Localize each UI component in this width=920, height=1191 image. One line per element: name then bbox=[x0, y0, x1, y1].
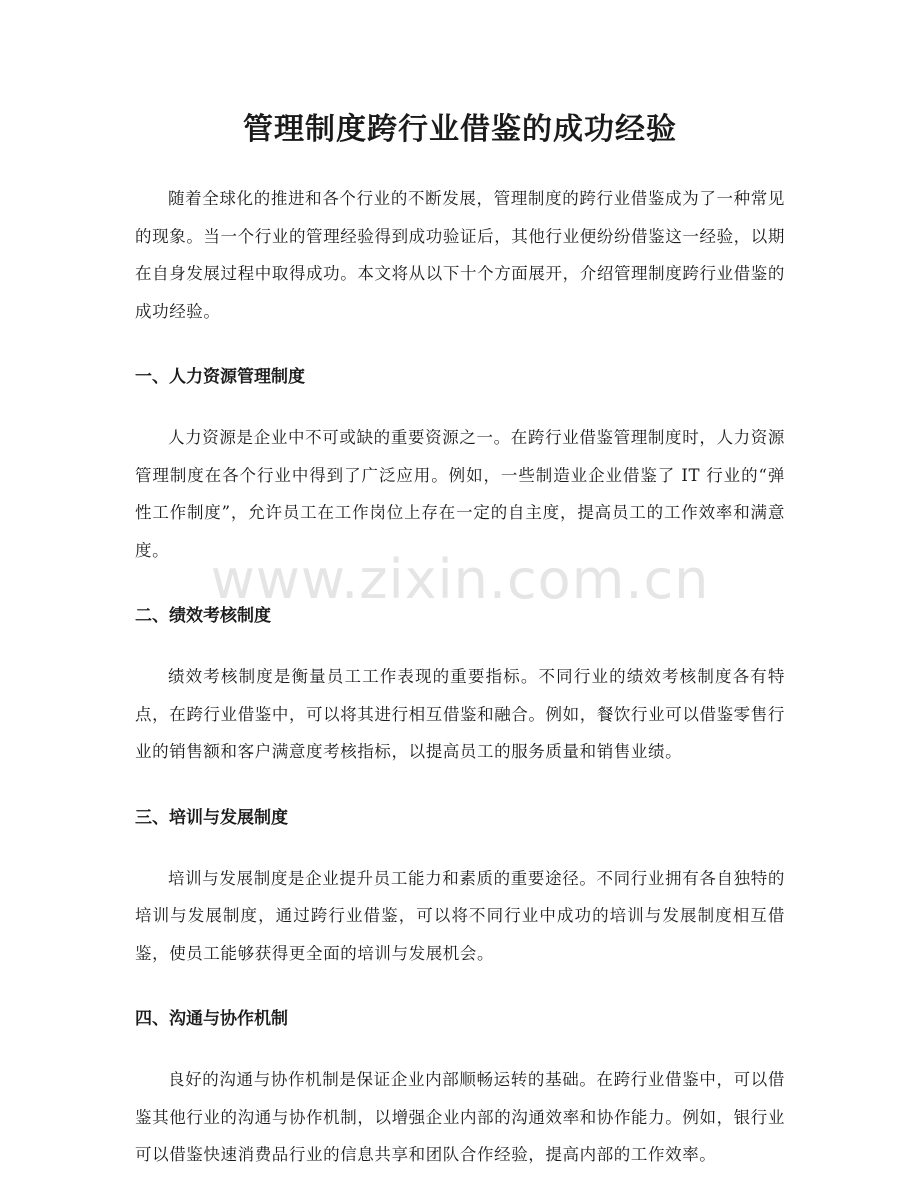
section-body-hr: 人力资源是企业中不可或缺的重要资源之一。在跨行业借鉴管理制度时，人力资源管理制度在各个行业中得到了广泛应用。例如，一些制造业企业借鉴了 IT 行业的“弹性工作制度”，允许员工在工作岗位上存在一定的自主度，提高员工的工作效率和满意度。 bbox=[135, 428, 785, 560]
section-body-communication: 良好的沟通与协作机制是保证企业内部顺畅运转的基础。在跨行业借鉴中，可以借鉴其他行业的沟通与协作机制，以增强企业内部的沟通效率和协作能力。例如，银行业可以借鉴快速消费品行业的信息共享和团队合作经验，提高内部的工作效率。 bbox=[135, 1070, 785, 1164]
document-body bbox=[135, 180, 785, 1174]
watermark: www.zixin.com.cn bbox=[210, 548, 710, 611]
section-heading-training: 三、培训与发展制度 bbox=[135, 807, 288, 828]
section-body-performance: 绩效考核制度是衡量员工工作表现的重要指标。不同行业的绩效考核制度各有特点，在跨行业借鉴中，可以将其进行相互借鉴和融合。例如，餐饮行业可以借鉴零售行业的销售额和客户满意度考核指标，以提高员工的服务质量和销售业绩。 bbox=[135, 667, 785, 761]
section-body-training: 培训与发展制度是企业提升员工能力和素质的重要途径。不同行业拥有各自独特的培训与发展制度，通过跨行业借鉴，可以将不同行业中成功的培训与发展制度相互借鉴，使员工能够获得更全面的培训与发展机会。 bbox=[135, 868, 785, 963]
section-heading-communication: 四、沟通与协作机制 bbox=[135, 1009, 288, 1029]
intro-paragraph: 随着全球化的推进和各个行业的不断发展，管理制度的跨行业借鉴成为了一种常见的现象。当一个行业的管理经验得到成功验证后，其他行业便纷纷借鉴这一经验，以期在自身发展过程中取得成功。本文将从以下十个方面展开，介绍管理制度跨行业借鉴的成功经验。 bbox=[135, 189, 785, 321]
section-heading-hr: 一、人力资源管理制度 bbox=[135, 367, 305, 387]
section-heading-performance: 二、绩效考核制度 bbox=[135, 606, 271, 626]
page-title: 管理制度跨行业借鉴的成功经验 bbox=[243, 112, 677, 147]
